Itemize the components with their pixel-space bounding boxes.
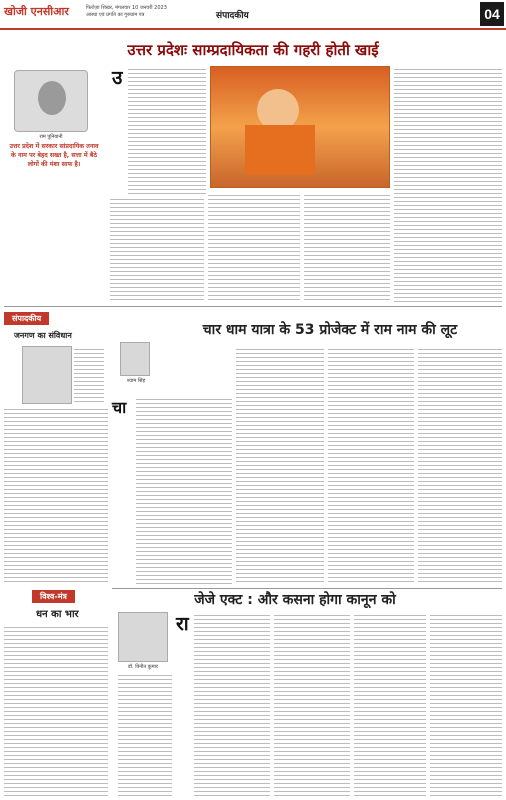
second-headline: चार धाम यात्रा के 53 प्रोजेक्ट में राम नाम की लूट <box>202 322 458 338</box>
paper-logo: खोजी एनसीआर <box>4 5 69 18</box>
box-label: विश्व-मंत्र <box>32 590 75 603</box>
text-column <box>4 624 108 796</box>
third-headline: जेजे एक्ट : और कसना होगा कानून को <box>194 592 396 608</box>
author-caption: श्याम सिंह <box>126 378 146 384</box>
divider <box>4 306 502 307</box>
author-photo <box>118 612 168 662</box>
dropcap: उ <box>112 67 123 89</box>
text-column <box>418 346 502 584</box>
text-column <box>354 612 426 796</box>
page-number: 04 <box>480 2 504 26</box>
text-column <box>236 346 324 584</box>
text-column <box>128 66 206 194</box>
divider <box>112 588 502 589</box>
dropcap: चा <box>112 398 127 417</box>
lead-photo <box>210 66 390 188</box>
illustration <box>22 346 72 404</box>
edition-meta <box>86 5 167 19</box>
text-column <box>118 672 172 796</box>
author-caption: डॉ. विनीत कुमार <box>128 664 158 670</box>
lead-headline: उत्तर प्रदेशः साम्प्रदायिकता की गहरी होती खाई <box>127 41 379 59</box>
edition-date: फिरोज़ा शिखर, मंगलवार 10 जनवरी 2023 <box>86 5 167 11</box>
text-column <box>328 346 414 584</box>
author-caption: राम पुनियानी <box>39 134 63 140</box>
text-column <box>110 196 204 302</box>
author-photo <box>14 70 88 132</box>
text-column <box>4 406 108 584</box>
text-column <box>274 612 350 796</box>
text-column <box>208 192 300 302</box>
dropcap: रा <box>176 613 189 635</box>
section-title: संपादकीय <box>216 11 249 21</box>
text-column <box>430 612 502 796</box>
article-title: जनगण का संविधान <box>14 331 72 340</box>
section-label: संपादकीय <box>4 312 49 325</box>
text-column <box>74 346 104 404</box>
author-photo <box>120 342 150 376</box>
edition-tagline: आस्था एवं प्रगति का गुरुग्राम पत्र <box>86 12 145 18</box>
text-column <box>136 396 232 584</box>
pullquote: उत्तर प्रदेश में सरकार सांप्रदायिक तनाव के नाम पर बेहद सख्त है, सत्ता में बैठे लोगों की मंशा साफ है। <box>9 143 99 168</box>
text-column <box>304 192 390 302</box>
masthead <box>0 0 506 30</box>
text-column <box>194 612 270 796</box>
box-title: धन का भार <box>36 609 79 620</box>
text-column <box>394 66 502 302</box>
